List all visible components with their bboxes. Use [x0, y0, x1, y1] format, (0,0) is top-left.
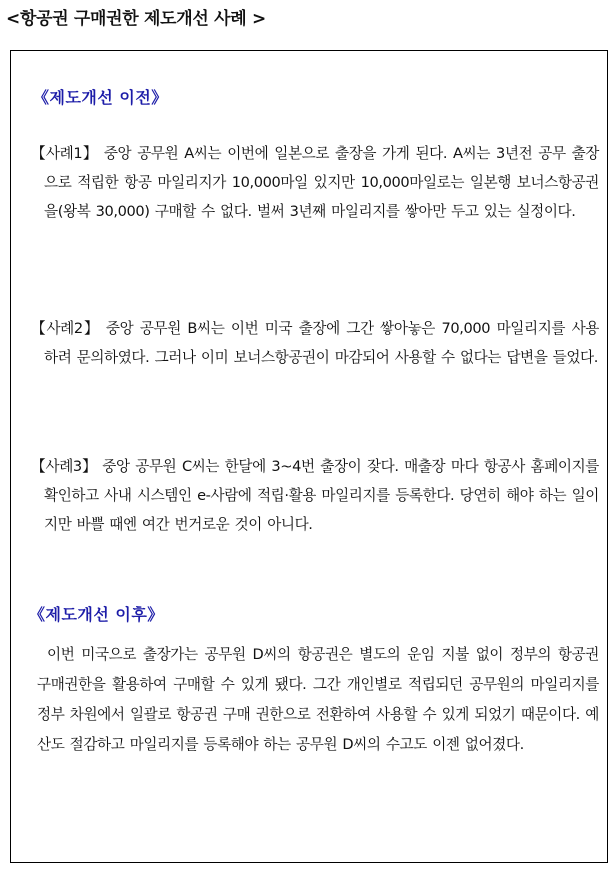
case-label-3: 【사례3】 [31, 458, 97, 475]
case-text-3: 중앙 공무원 C씨는 한달에 3~4번 출장이 잦다. 매출장 마다 항공사 홈페이지를 확인하고 사내 시스템인 e-사람에 적립·활용 마일리지를 등록한다. 당연히 해야 하는 일이지만 바쁠 때엔 여간 번거로운 것이 아니다. [44, 458, 599, 533]
after-paragraph: 이번 미국으로 출장가는 공무원 D씨의 항공권은 별도의 운임 지불 없이 정부의 항공권 구매권한을 활용하여 구매할 수 있게 됐다. 그간 개인별로 적립되던 공무원의 마일리지를 정부 차원에서 일괄로 항공권 구매 권한으로 전환하여 사용할 수 있게 되었기 때문이다. 예산도 절감하고 마일리지를 등록해야 하는 공무원 D씨의 수고도 이젠 없어졌다. [37, 646, 599, 753]
case-label-2: 【사례2】 [31, 320, 100, 337]
before-heading: 《제도개선 이전》 [33, 88, 168, 107]
after-heading: 《제도개선 이후》 [29, 605, 164, 624]
case-box [10, 50, 608, 863]
case-label-1: 【사례1】 [31, 145, 98, 162]
case-paragraph-1 [31, 139, 599, 226]
page-title: <항공권 구매권한 제도개선 사례 > [6, 9, 266, 29]
case-text-1: 중앙 공무원 A씨는 이번에 일본으로 출장을 가게 된다. A씨는 3년전 공무 출장으로 적립한 항공 마일리지가 10,000마일 있지만 10,000마일로는 일본행 보너스항공권을(왕복 30,000) 구매할 수 없다. 벌써 3년째 마일리지를 쌓아만 두고 있는 실정이다. [44, 145, 599, 220]
case-paragraph-3 [31, 452, 599, 539]
case-text-2: 중앙 공무원 B씨는 이번 미국 출장에 그간 쌓아놓은 70,000 마일리지를 사용 하려 문의하였다. 그러나 이미 보너스항공권이 마감되어 사용할 수 없다는 답변을 들었다. [44, 320, 599, 366]
case-paragraph-2 [31, 314, 599, 372]
